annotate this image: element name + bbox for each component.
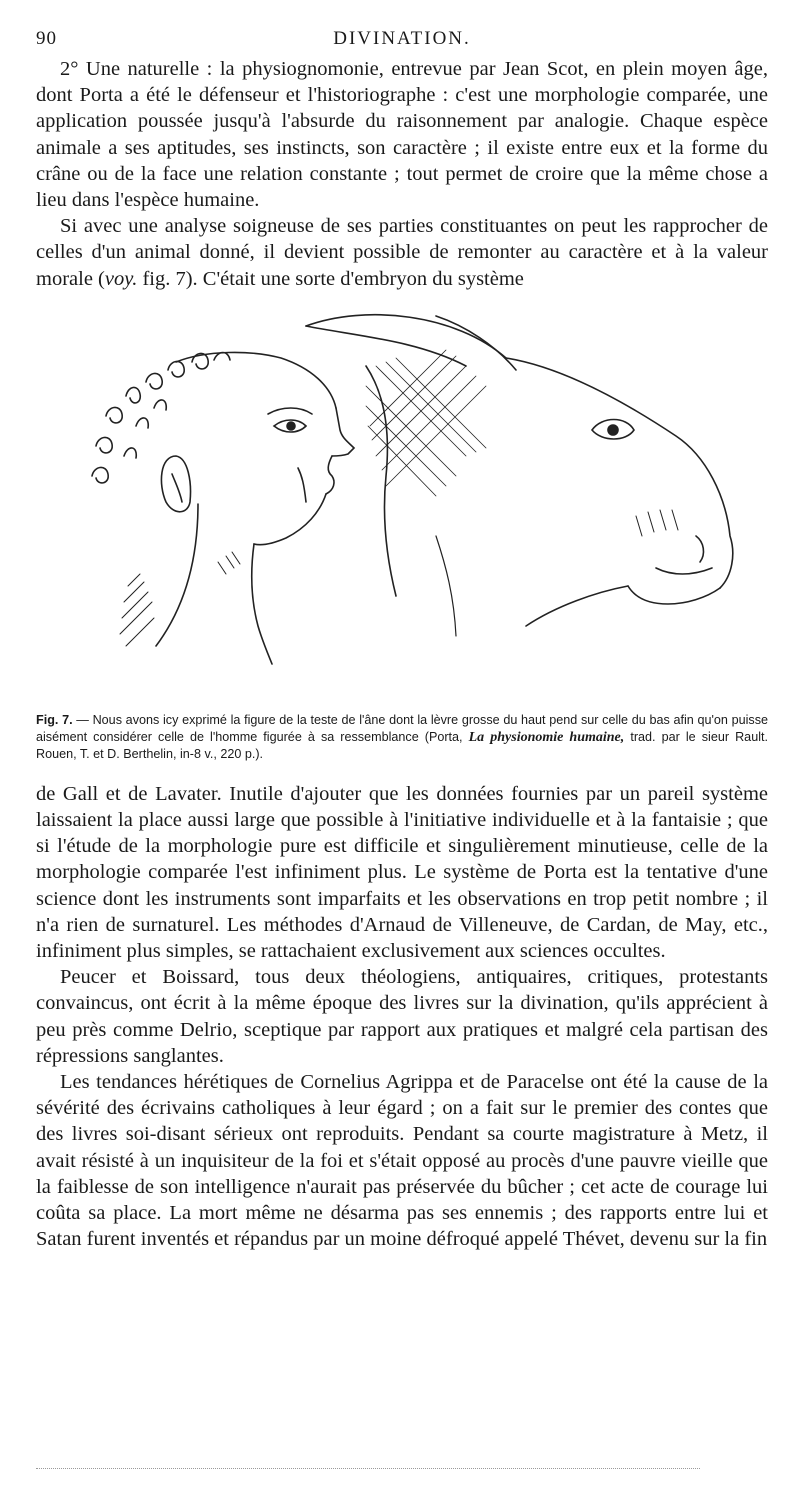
figure-caption <box>36 712 768 763</box>
paragraph-agrippa-paracelse: Les tendances hérétiques de Cornelius Agrippa et de Paracelse ont été la cause de la sévérité des écrivains catholiques à leur égard ; on a fait sur le premier des contes que des livres soi-disant sérieux ont reproduits. Pendant sa courte magistrature à Metz, il avait résisté à un inquisiteur de la foi et s'était opposé au procès d'une pauvre vieille que la faiblesse de son intelligence n'aurait pas préservée du bûcher ; cet acte de courage lui coûta sa place. La mort même ne désarma pas ses ennemis ; des rapports entre lui et Satan furent inventés et répandus par un moine défroqué appelé Thévet, devenu sur la fin <box>36 1071 768 1251</box>
paragraph-physiognomonie: 2° Une naturelle : la physiognomonie, entrevue par Jean Scot, en plein moyen âge, dont Porta a été le défenseur et l'historiographe : c'est une morphologie comparée, une application poussée jusqu'à l'absurde du raisonnement par analogie. Chaque espèce animale a ses aptitudes, ses instincts, son caractère ; il existe entre eux et la forme du crâne ou de la face une relation constante ; tout permet de croire que la même chose a lieu dans l'espèce humaine. <box>36 58 768 212</box>
paragraph-peucer-boissard: Peucer et Boissard, tous deux théologiens, antiquaires, critiques, protestants convaincus, ont écrit à la même époque des livres sur la divination, qu'ils apprécient à peu près comme Delrio, sceptique par rapport aux pratiques et malgré cela partisan des répressions sanglantes. <box>36 966 768 1067</box>
running-title: DIVINATION. <box>333 28 471 49</box>
page-number: 90 <box>36 28 57 49</box>
figure-7-illustration <box>36 306 768 706</box>
footer-dotted-rule <box>36 1468 700 1469</box>
page-header <box>36 28 768 56</box>
book-page <box>36 28 768 1252</box>
figure-label: Fig. 7. <box>36 712 73 727</box>
paragraph-analyse-start: Si avec une analyse soigneuse de ses parties constituantes on peut les rapprocher de celles d'un animal donné, il devient possible de remonter au caractère et à la valeur morale ( <box>36 215 768 290</box>
paragraph-gall-lavater: de Gall et de Lavater. Inutile d'ajouter que les données fournies par un pareil système laissaient la place aussi large que possible à l'initiative individuelle et à la fantaisie ; que si l'étude de la morphologie pure est difficile et singulièrement minutieuse, celle de la morphologie comparée l'est infiniment plus. Le système de Porta est la tentative d'une science dont les instruments sont imparfaits et les observations en trop petit nombre ; il n'a rien de surnaturel. Les méthodes d'Arnaud de Villeneuve, de Cardan, de May, etc., infiniment plus simples, se rattachaient exclusivement aux sciences occultes. <box>36 782 768 963</box>
paragraph-analyse <box>36 213 768 292</box>
figure-caption-title: La physionomie humaine, <box>468 729 625 745</box>
figure-caption-tail: trad. par le sieur Rault. Rouen, T. et D. Berthelin, in-8 v., 220 p.). <box>36 729 768 761</box>
figure-caption-text: — Nous avons icy exprimé la figure de la teste de l'âne dont la lèvre grosse du haut pend sur celle du bas afin qu'on puisse aisément considérer celle de l'homme figurée à sa ressemblance (Porta, <box>36 712 768 744</box>
voy-abbreviation: voy. <box>104 267 138 290</box>
man-and-donkey-heads-engraving <box>36 306 768 706</box>
paragraph-analyse-end: fig. 7). C'était une sorte d'embryon du système <box>137 267 524 290</box>
